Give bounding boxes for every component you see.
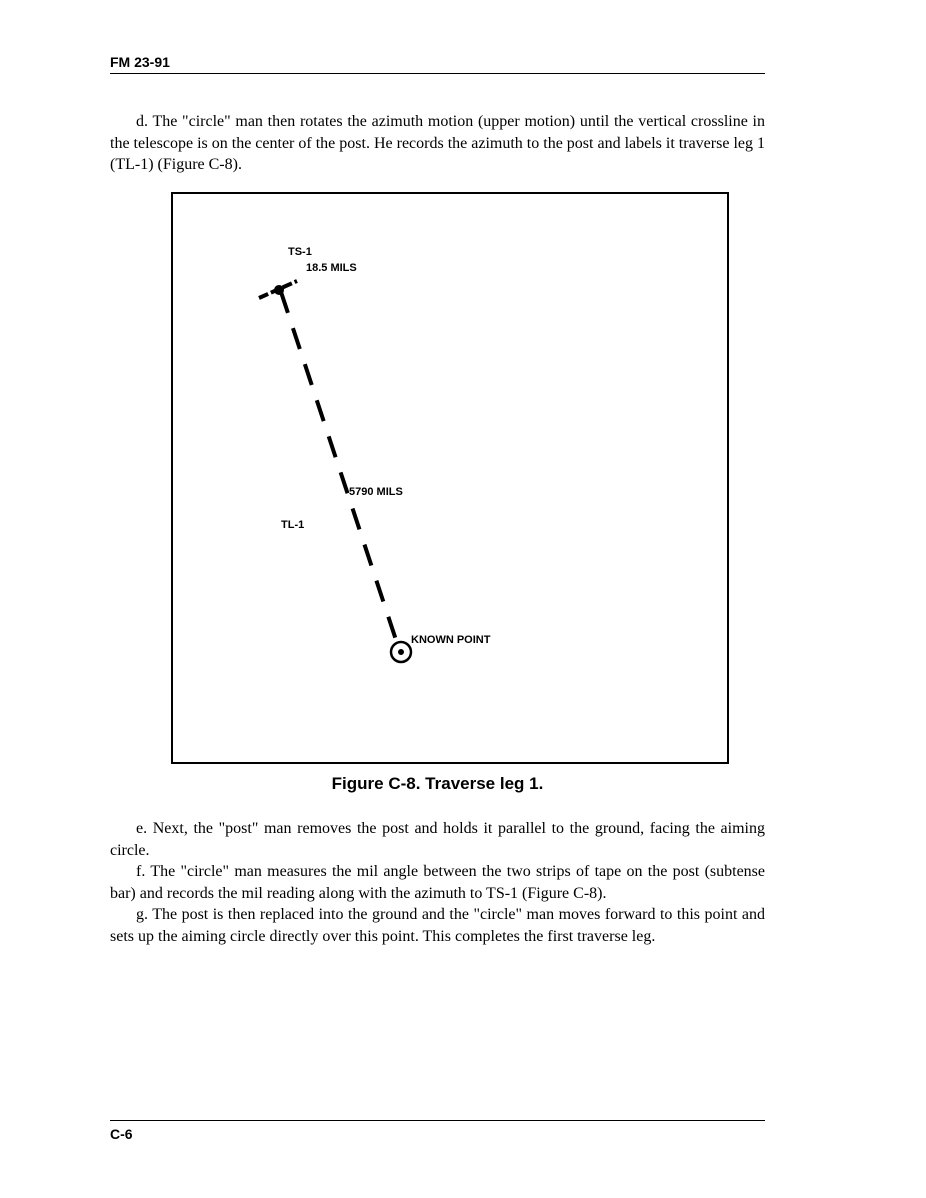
azimuth-label: 5790 MILS (349, 486, 403, 498)
paragraph-d: d. The "circle" man then rotates the azimuth motion (upper motion) until the vertical crossline in the telescope is on the center of the post. He records the azimuth to the post and labels it traverse leg 1 (TL-1) (Figure C-8). (110, 113, 765, 173)
running-header: FM 23-91 (110, 54, 170, 70)
known-point-dot (398, 649, 404, 655)
known-point-label: KNOWN POINT (411, 634, 491, 646)
paragraph-e: e. Next, the "post" man removes the post and holds it parallel to the ground, facing the aiming circle. (110, 820, 765, 859)
paragraph-g: g. The post is then replaced into the ground and the "circle" man moves forward to this point and sets up the aiming circle directly over this point. This completes the first traverse leg. (110, 906, 765, 945)
header-rule (110, 73, 765, 74)
traverse-diagram (173, 194, 727, 762)
subtense-label: 18.5 MILS (306, 262, 357, 274)
leg-label: TL-1 (281, 519, 305, 531)
footer-rule (110, 1120, 765, 1121)
traverse-leg-line (281, 292, 398, 646)
figure-c8-frame (171, 192, 729, 764)
ts1-label: TS-1 (288, 246, 312, 258)
ts1-station-marker (274, 285, 284, 295)
figure-caption: Figure C-8. Traverse leg 1. (331, 774, 544, 793)
page-number: C-6 (110, 1126, 133, 1142)
paragraph-f: f. The "circle" man measures the mil angle between the two strips of tape on the post (subtense bar) and records the mil reading along with the azimuth to TS-1 (Figure C-8). (110, 863, 765, 902)
